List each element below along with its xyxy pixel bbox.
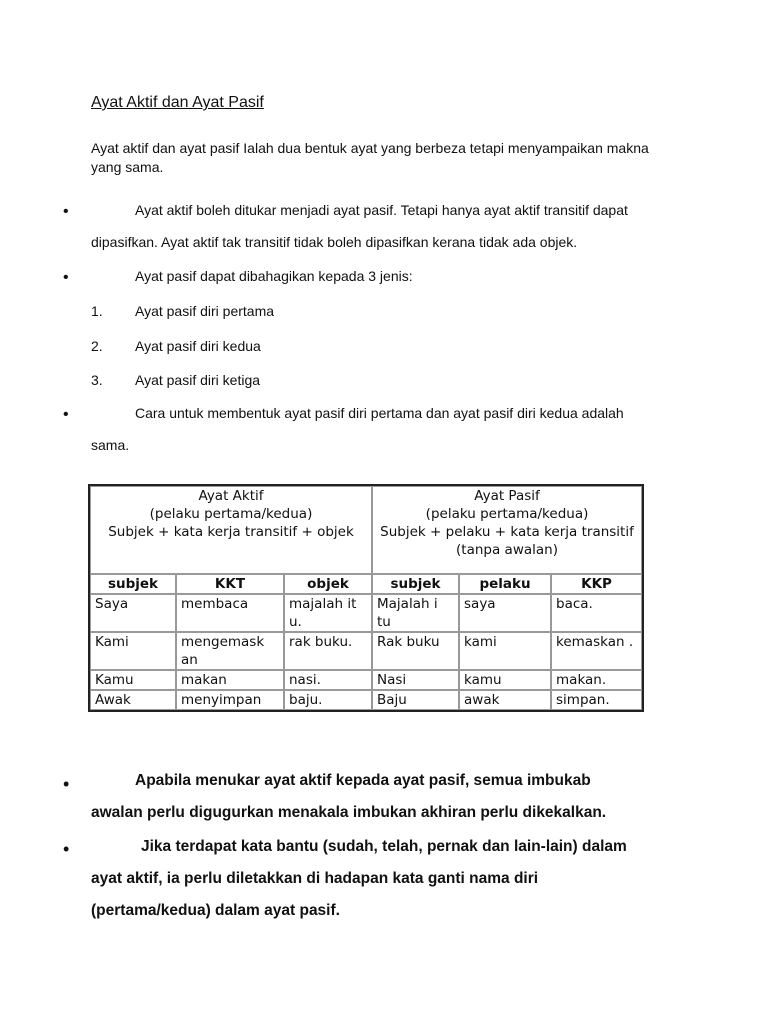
list-number: 1. xyxy=(91,303,103,319)
header-line: Subjek + kata kerja transitif + objek xyxy=(108,524,354,540)
list-item: Ayat pasif diri ketiga xyxy=(135,372,261,388)
header-line: Ayat Pasif xyxy=(474,488,540,504)
list-number: 3. xyxy=(91,372,103,388)
table-cell: kemaskan . xyxy=(551,632,642,670)
list-number: 2. xyxy=(91,338,103,354)
table-row xyxy=(90,632,642,670)
table-cell: mengemask an xyxy=(176,632,284,670)
bullet-1-line-2: dipasifkan. Ayat aktif tak transitif tidak boleh dipasifkan kerana tidak ada objek. xyxy=(91,234,578,250)
column-header: subjek xyxy=(372,574,459,594)
table-cell: awak xyxy=(459,690,551,710)
bullet-1-line-1: Ayat aktif boleh ditukar menjadi ayat pasif. Tetapi hanya ayat aktif transitif dapat xyxy=(135,202,628,218)
bullet-3-line-2: sama. xyxy=(91,437,130,453)
bullet-paragraph-3 xyxy=(91,397,681,461)
header-line: (pelaku pertama/kedua) xyxy=(149,506,313,522)
table-cell: Baju xyxy=(372,690,459,710)
bullet-icon: • xyxy=(63,774,70,794)
table-cell: Nasi xyxy=(372,670,459,690)
table-cell: baca. xyxy=(551,594,642,632)
column-header: subjek xyxy=(90,574,176,594)
table-cell: Kamu xyxy=(90,670,176,690)
page-title: Ayat Aktif dan Ayat Pasif xyxy=(91,94,264,111)
bullet-icon: • xyxy=(63,269,69,286)
bullet-icon: • xyxy=(63,839,70,859)
intro-paragraph: Ayat aktif dan ayat pasif Ialah dua bentuk ayat yang berbeza tetapi menyampaikan makna yang sama. xyxy=(91,140,649,175)
table-cell: baju. xyxy=(284,690,372,710)
table-cell: menyimpan xyxy=(176,690,284,710)
note-2-line-2: ayat aktif, ia perlu diletakkan di hadapan kata ganti nama diri xyxy=(91,870,539,887)
table-cell: Rak buku xyxy=(372,632,459,670)
ayat-pasif-header xyxy=(372,486,642,574)
header-line: Subjek + pelaku + kata kerja transitif xyxy=(380,524,634,540)
table-cell: makan xyxy=(176,670,284,690)
table-cell: makan. xyxy=(551,670,642,690)
header-line: (tanpa awalan) xyxy=(456,542,558,558)
table-cell: membaca xyxy=(176,594,284,632)
table-column-header-row xyxy=(90,574,642,594)
bullet-icon: • xyxy=(63,203,69,220)
column-header: KKT xyxy=(176,574,284,594)
table-cell: majalah it u. xyxy=(284,594,372,632)
note-paragraph-1 xyxy=(91,765,691,829)
comparison-table xyxy=(88,484,644,712)
table-cell: Awak xyxy=(90,690,176,710)
bullet-2-text: Ayat pasif dapat dibahagikan kepada 3 jenis: xyxy=(135,268,413,284)
table-cell: saya xyxy=(459,594,551,632)
bullet-paragraph-2 xyxy=(91,260,681,292)
bullet-paragraph-1 xyxy=(91,194,681,258)
note-1-line-2: awalan perlu digugurkan menakala imbukan akhiran perlu dikekalkan. xyxy=(91,804,607,821)
note-1-line-1: Apabila menukar ayat aktif kepada ayat pasif, semua imbukab xyxy=(135,772,591,789)
table-row xyxy=(90,594,642,632)
table-cell: Saya xyxy=(90,594,176,632)
table-cell: Kami xyxy=(90,632,176,670)
table-cell: kamu xyxy=(459,670,551,690)
ayat-aktif-header xyxy=(90,486,372,574)
column-header: pelaku xyxy=(459,574,551,594)
bullet-3-line-1: Cara untuk membentuk ayat pasif diri pertama dan ayat pasif diri kedua adalah xyxy=(135,405,624,421)
table-cell: kami xyxy=(459,632,551,670)
table-cell: rak buku. xyxy=(284,632,372,670)
column-header: objek xyxy=(284,574,372,594)
header-line: (pelaku pertama/kedua) xyxy=(425,506,589,522)
note-paragraph-2 xyxy=(91,831,691,927)
header-line: Ayat Aktif xyxy=(198,488,264,504)
table-row xyxy=(90,670,642,690)
table-header-row xyxy=(90,486,642,574)
list-item: Ayat pasif diri pertama xyxy=(135,303,275,319)
note-2-line-1: Jika terdapat kata bantu (sudah, telah, pernak dan lain-lain) dalam xyxy=(141,838,627,855)
table-cell: Majalah i tu xyxy=(372,594,459,632)
column-header: KKP xyxy=(551,574,642,594)
table-row xyxy=(90,690,642,710)
bullet-icon: • xyxy=(63,406,69,423)
table-cell: simpan. xyxy=(551,690,642,710)
note-2-line-3: (pertama/kedua) dalam ayat pasif. xyxy=(91,902,340,919)
list-item: Ayat pasif diri kedua xyxy=(135,338,261,354)
table-cell: nasi. xyxy=(284,670,372,690)
